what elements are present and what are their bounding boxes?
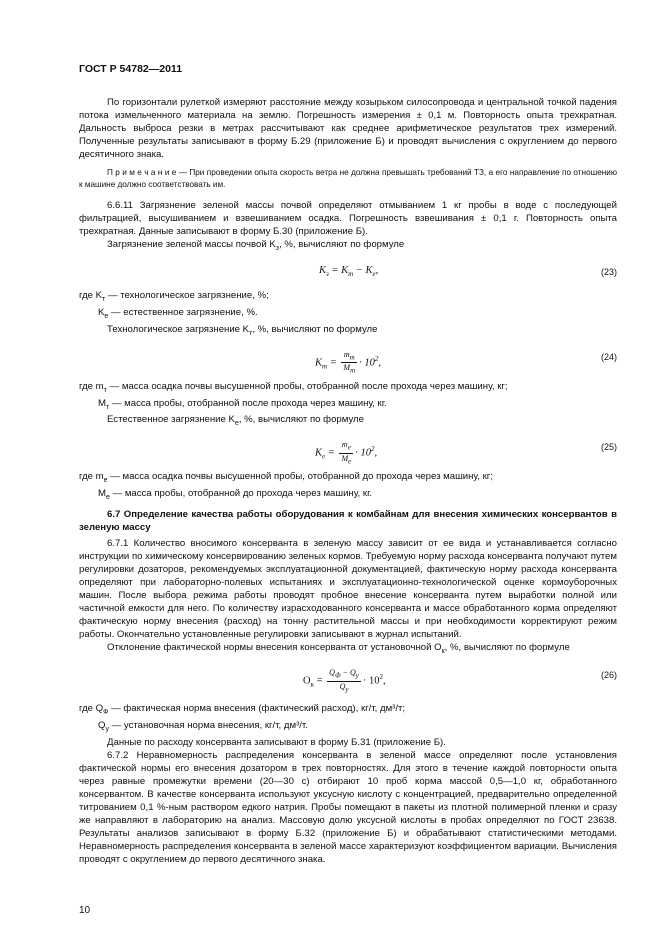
formula-23 — [79, 258, 617, 286]
note: П р и м е ч а н и е — При проведении опыта скорость ветра не должна превышать требований ТЗ, а его направление по отношению к машине должно соответствовать им. — [79, 168, 617, 189]
document-header: ГОСТ Р 54782—2011 — [79, 63, 183, 75]
formula-26-number: (26) — [600, 670, 617, 681]
where-Me: $M_е$ — масса пробы, отобранной до прохода через машину, кг. — [98, 488, 373, 502]
where-qf: где $Q_Ф$ — фактическая норма внесения (фактический расход), кг/т, дм³/т; — [79, 703, 406, 716]
paragraph-ke: Естественное загрязнение $K_е$, %, вычисляют по формуле — [107, 414, 364, 428]
formula-24-number: (24) — [600, 351, 617, 362]
paragraph-kt: Технологическое загрязнение $K_т$, %, вычисляют по формуле — [107, 323, 378, 337]
where-mt: где $m_т$ — масса осадка почвы высушенной пробы, отобранной после прохода через машину, кг; — [79, 380, 508, 394]
where-qu: $Q_у$ — установочная норма внесения, кг/т, дм³/т. — [98, 719, 308, 733]
formula-26 — [79, 661, 617, 699]
paragraph-b31: Данные по расходу консерванта записывают в форму Б.31 (приложение Б). — [107, 736, 446, 748]
paragraph-distance: По горизонтали рулеткой измеряют расстояние между козырьком силосопровода и центральной точкой падения потока измельченного материала на землю. Погрешность измерения ± 0,1 м. Повторность опыта трехкратная. Дальность выброса резки в метрах рассчитывают как среднее арифметическое результатов трех измерений. Полученные результаты записывают в форму Б.29 (приложение Б) и проводят вычисления с округлением до первого десятичного знака. — [79, 97, 617, 160]
where-block-25 — [79, 470, 617, 504]
paragraph-6-6-11: 6.6.11 Загрязнение зеленой массы почвой определяют отмыванием 1 кг пробы в воде с последующей фильтрацией, высушиванием и взвешиванием осадка. Погрешность взвешивания ± 0,1 г. Повторность опыта трехкратная. Данные записывают в форму Б.30 (приложение Б). — [79, 200, 617, 237]
paragraph-6-7-1: 6.7.1 Количество вносимого консерванта в зеленую массу зависит от ее вида и устанавливается согласно инструкции по химическому консервированию зеленых кормов. Требуемую норму расхода консерванта получают путем регулировки дозаторов, рекомендуемых эксплуатационной документацией, фактическую норму расхода консерванта определяют при лабораторно-полевых испытаниях и эксплуатационно-технологической оценке кормоуборочных машин. После выбора режима работы проводят пробное внесение консерванта путем выработки полной или частичной емкости для него. По количеству израсходованного консерванта и массе обработанного корма определяют фактическую норму внесения (расход) на тонну растительной массы и при необходимости корректируют режим работы. Окончательно установленные регулировки записывают в журнал испытаний. — [79, 538, 617, 641]
formula-23-number: (23) — [600, 266, 617, 277]
where-block-26 — [79, 702, 617, 736]
where-ke: $K_е$ — естественное загрязнение, %. — [98, 306, 258, 320]
where-block-24 — [79, 380, 617, 414]
paragraph-kz: Загрязнение зеленой массы почвой $K_з$, %, вычисляют по формуле — [107, 239, 405, 252]
formula-24 — [79, 343, 617, 377]
where-block-23 — [79, 289, 617, 323]
where-me: где $m_е$ — масса осадка почвы высушенной пробы, отобранной до прохода через машину, кг; — [79, 471, 493, 485]
formula-25-expr: $K_е$ = $\frac{m_е}{M_е}$ · $10^2$, — [315, 440, 378, 466]
where-Mt: $M_т$ — масса пробы, отобранной после прохода через машину, кг. — [98, 397, 387, 411]
formula-25 — [79, 433, 617, 467]
formula-25-number: (25) — [600, 442, 617, 453]
paragraph-ok: Отклонение фактической нормы внесения консерванта от установочной $О_к$, %, вычисляют по формуле — [107, 642, 570, 656]
formula-24-expr: $K_т$ = $\frac{m_т}{M_т}$ · $10^2$, — [315, 349, 382, 375]
formula-23-expr: $K_з = K_т - K_е$, — [319, 264, 379, 278]
where-kt: где $K_т$ — технологическое загрязнение, %; — [79, 289, 269, 303]
paragraph-6-7-2: 6.7.2 Неравномерность распределения консерванта в зеленой массе определяют после установления фактической нормы его внесения дозатором в трех повторностях. Для этого в течение каждой повторности опыта через равные промежутки времени (20—30 с) отбирают 10 проб корма массой 0,5—1,0 кг, обработанного консервантом. В качестве консерванта используют уксусную кислоту с концентрацией, предварительно определенной титрованием 0,1 %-ным раствором едкого натрия. Пробы помещают в пакеты из плотной полимерной пленки и сразу же направляют в лабораторию на анализ. Массовую долю уксусной кислоты в пробах определяют по ГОСТ 23638. Результаты анализов записывают в форму Б.32 (приложение Б) и обрабатывают статистическими методами. Неравномерность распределения консерванта в зеленой массе характеризуют коэффициентом вариации. Вычисления проводят с округлением до первого десятичного знака. — [79, 749, 617, 865]
document-body — [79, 96, 617, 866]
page-number: 10 — [79, 905, 91, 916]
section-heading-6-7: 6.7 Определение качества работы оборудования к комбайнам для внесения химических консервантов в зеленую массу — [79, 509, 617, 534]
formula-26-expr: $О_к$ = $\frac{Q_Ф - Q_у}{Q_у}$ · $10^2$, — [303, 668, 386, 694]
